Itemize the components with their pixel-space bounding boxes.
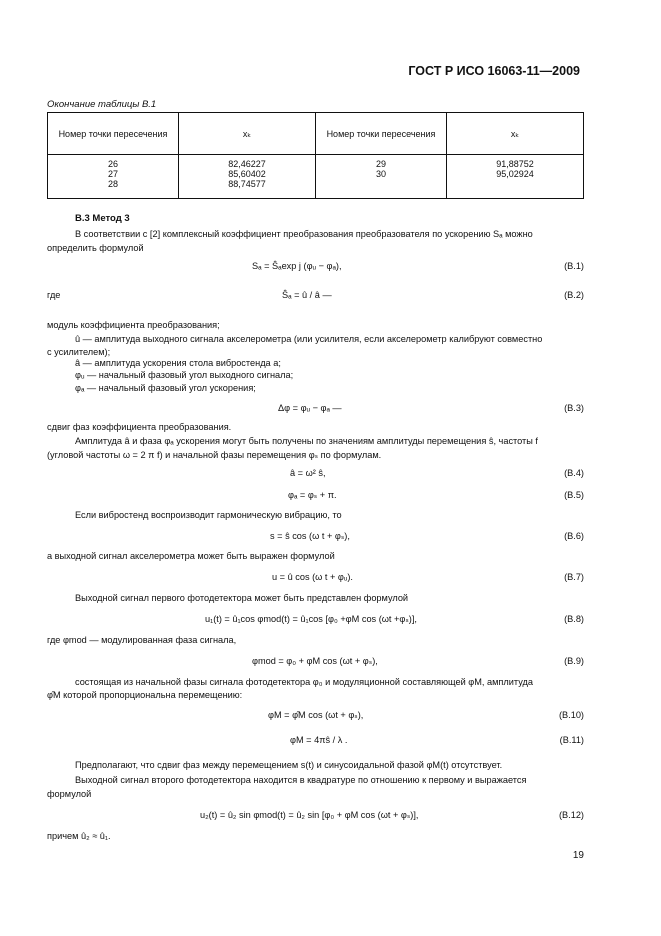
table-cell: 82,46227 85,60402 88,74577 <box>179 155 316 199</box>
equation-number: (В.12) <box>558 810 584 820</box>
paragraph-line: (угловой частоты ω = 2 π f) и начальной фазы перемещения φₛ по формулам. <box>47 450 382 460</box>
equation: Δφ = φᵤ − φₐ — <box>278 403 342 413</box>
table-cell: 29 30 <box>316 155 447 199</box>
equation: φM = φ̂M cos (ωt + φₛ), <box>268 710 364 720</box>
paragraph-line: модуль коэффициента преобразования; <box>47 320 220 330</box>
intersection-table <box>47 112 584 199</box>
paragraph-line: с усилителем); <box>47 347 111 357</box>
equation-number: (В.2) <box>564 290 584 300</box>
paragraph-line: формулой <box>47 789 92 799</box>
paragraph-line: а выходной сигнал акселерометра может быть выражен формулой <box>47 551 335 561</box>
table-cell: 91,88752 95,02924 <box>447 155 584 199</box>
equation: u = û cos (ω t + φᵤ). <box>272 572 353 582</box>
paragraph-line: где φmod — модулированная фаза сигнала, <box>47 635 237 645</box>
paragraph-line: φ̂M которой пропорциональна перемещению: <box>47 690 243 700</box>
paragraph-line: φₐ — начальный фазовый угол ускорения; <box>75 383 256 393</box>
equation: s = ŝ cos (ω t + φₛ), <box>270 531 350 541</box>
equation-number: (В.1) <box>564 261 584 271</box>
paragraph-line: â — амплитуда ускорения стола вибростенда a; <box>75 358 281 368</box>
equation-number: (В.8) <box>564 614 584 624</box>
equation: φM = 4πŝ / λ . <box>290 735 348 745</box>
equation-number: (В.9) <box>564 656 584 666</box>
document-header: ГОСТ Р ИСО 16063-11—2009 <box>408 64 580 78</box>
equation-number: (В.6) <box>564 531 584 541</box>
page-number: 19 <box>572 850 584 861</box>
equation-number: (В.4) <box>564 468 584 478</box>
equation-number: (В.3) <box>564 403 584 413</box>
table-caption: Окончание таблицы В.1 <box>47 99 157 110</box>
column-header: xₖ <box>179 113 316 155</box>
paragraph-line: где <box>47 290 61 300</box>
equation: φmod = φ₀ + φM cos (ωt + φₛ), <box>252 656 378 666</box>
paragraph-line: состоящая из начальной фазы сигнала фотодетектора φ₀ и модуляционной составляющей φM, амплитуда <box>75 677 533 687</box>
paragraph-line: В соответствии с [2] комплексный коэффициент преобразования преобразователя по ускорению Sₐ можно <box>75 229 533 239</box>
equation: Ŝₐ = û / â — <box>282 290 332 300</box>
section-title: В.3 Метод 3 <box>75 213 130 224</box>
equation: Sₐ = Ŝₐexp j (φᵤ − φₐ), <box>252 261 342 271</box>
column-header: xₖ <box>447 113 584 155</box>
paragraph-line: φᵤ — начальный фазовый угол выходного сигнала; <box>75 370 294 380</box>
equation: â = ω² ŝ, <box>290 468 326 478</box>
paragraph-line: причем û₂ ≈ û₁. <box>47 831 111 841</box>
paragraph-line: определить формулой <box>47 243 144 253</box>
table-cell: 26 27 28 <box>48 155 179 199</box>
paragraph-line: Выходной сигнал второго фотодетектора находится в квадратуре по отношению к первому и выражается <box>75 775 527 785</box>
paragraph-line: Выходной сигнал первого фотодетектора может быть представлен формулой <box>75 593 409 603</box>
equation: u₁(t) = û₁cos φmod(t) = û₁cos [φ₀ +φM cos (ωt +φₛ)], <box>205 614 417 624</box>
paragraph-line: Амплитуда â и фаза φₐ ускорения могут быть получены по значениям амплитуды перемещения ŝ, частоты f <box>75 436 538 446</box>
paragraph-line: û — амплитуда выходного сигнала акселерометра (или усилителя, если акселерометр калибруют совместно <box>75 334 543 344</box>
equation-number: (В.10) <box>558 710 584 720</box>
equation: u₂(t) = û₂ sin φmod(t) = û₂ sin [φ₀ + φM cos (ωt + φₛ)], <box>200 810 419 820</box>
column-header: Номер точки пересечения <box>48 113 179 155</box>
equation-number: (В.7) <box>564 572 584 582</box>
equation-number: (В.5) <box>564 490 584 500</box>
column-header: Номер точки пересечения <box>316 113 447 155</box>
equation-number: (В.11) <box>559 735 584 745</box>
paragraph-line: сдвиг фаз коэффициента преобразования. <box>47 422 232 432</box>
equation: φₐ = φₛ + π. <box>288 490 337 500</box>
paragraph-line: Если вибростенд воспроизводит гармоническую вибрацию, то <box>75 510 342 520</box>
paragraph-line: Предполагают, что сдвиг фаз между перемещением s(t) и синусоидальной фазой φM(t) отсутствует. <box>75 760 503 770</box>
